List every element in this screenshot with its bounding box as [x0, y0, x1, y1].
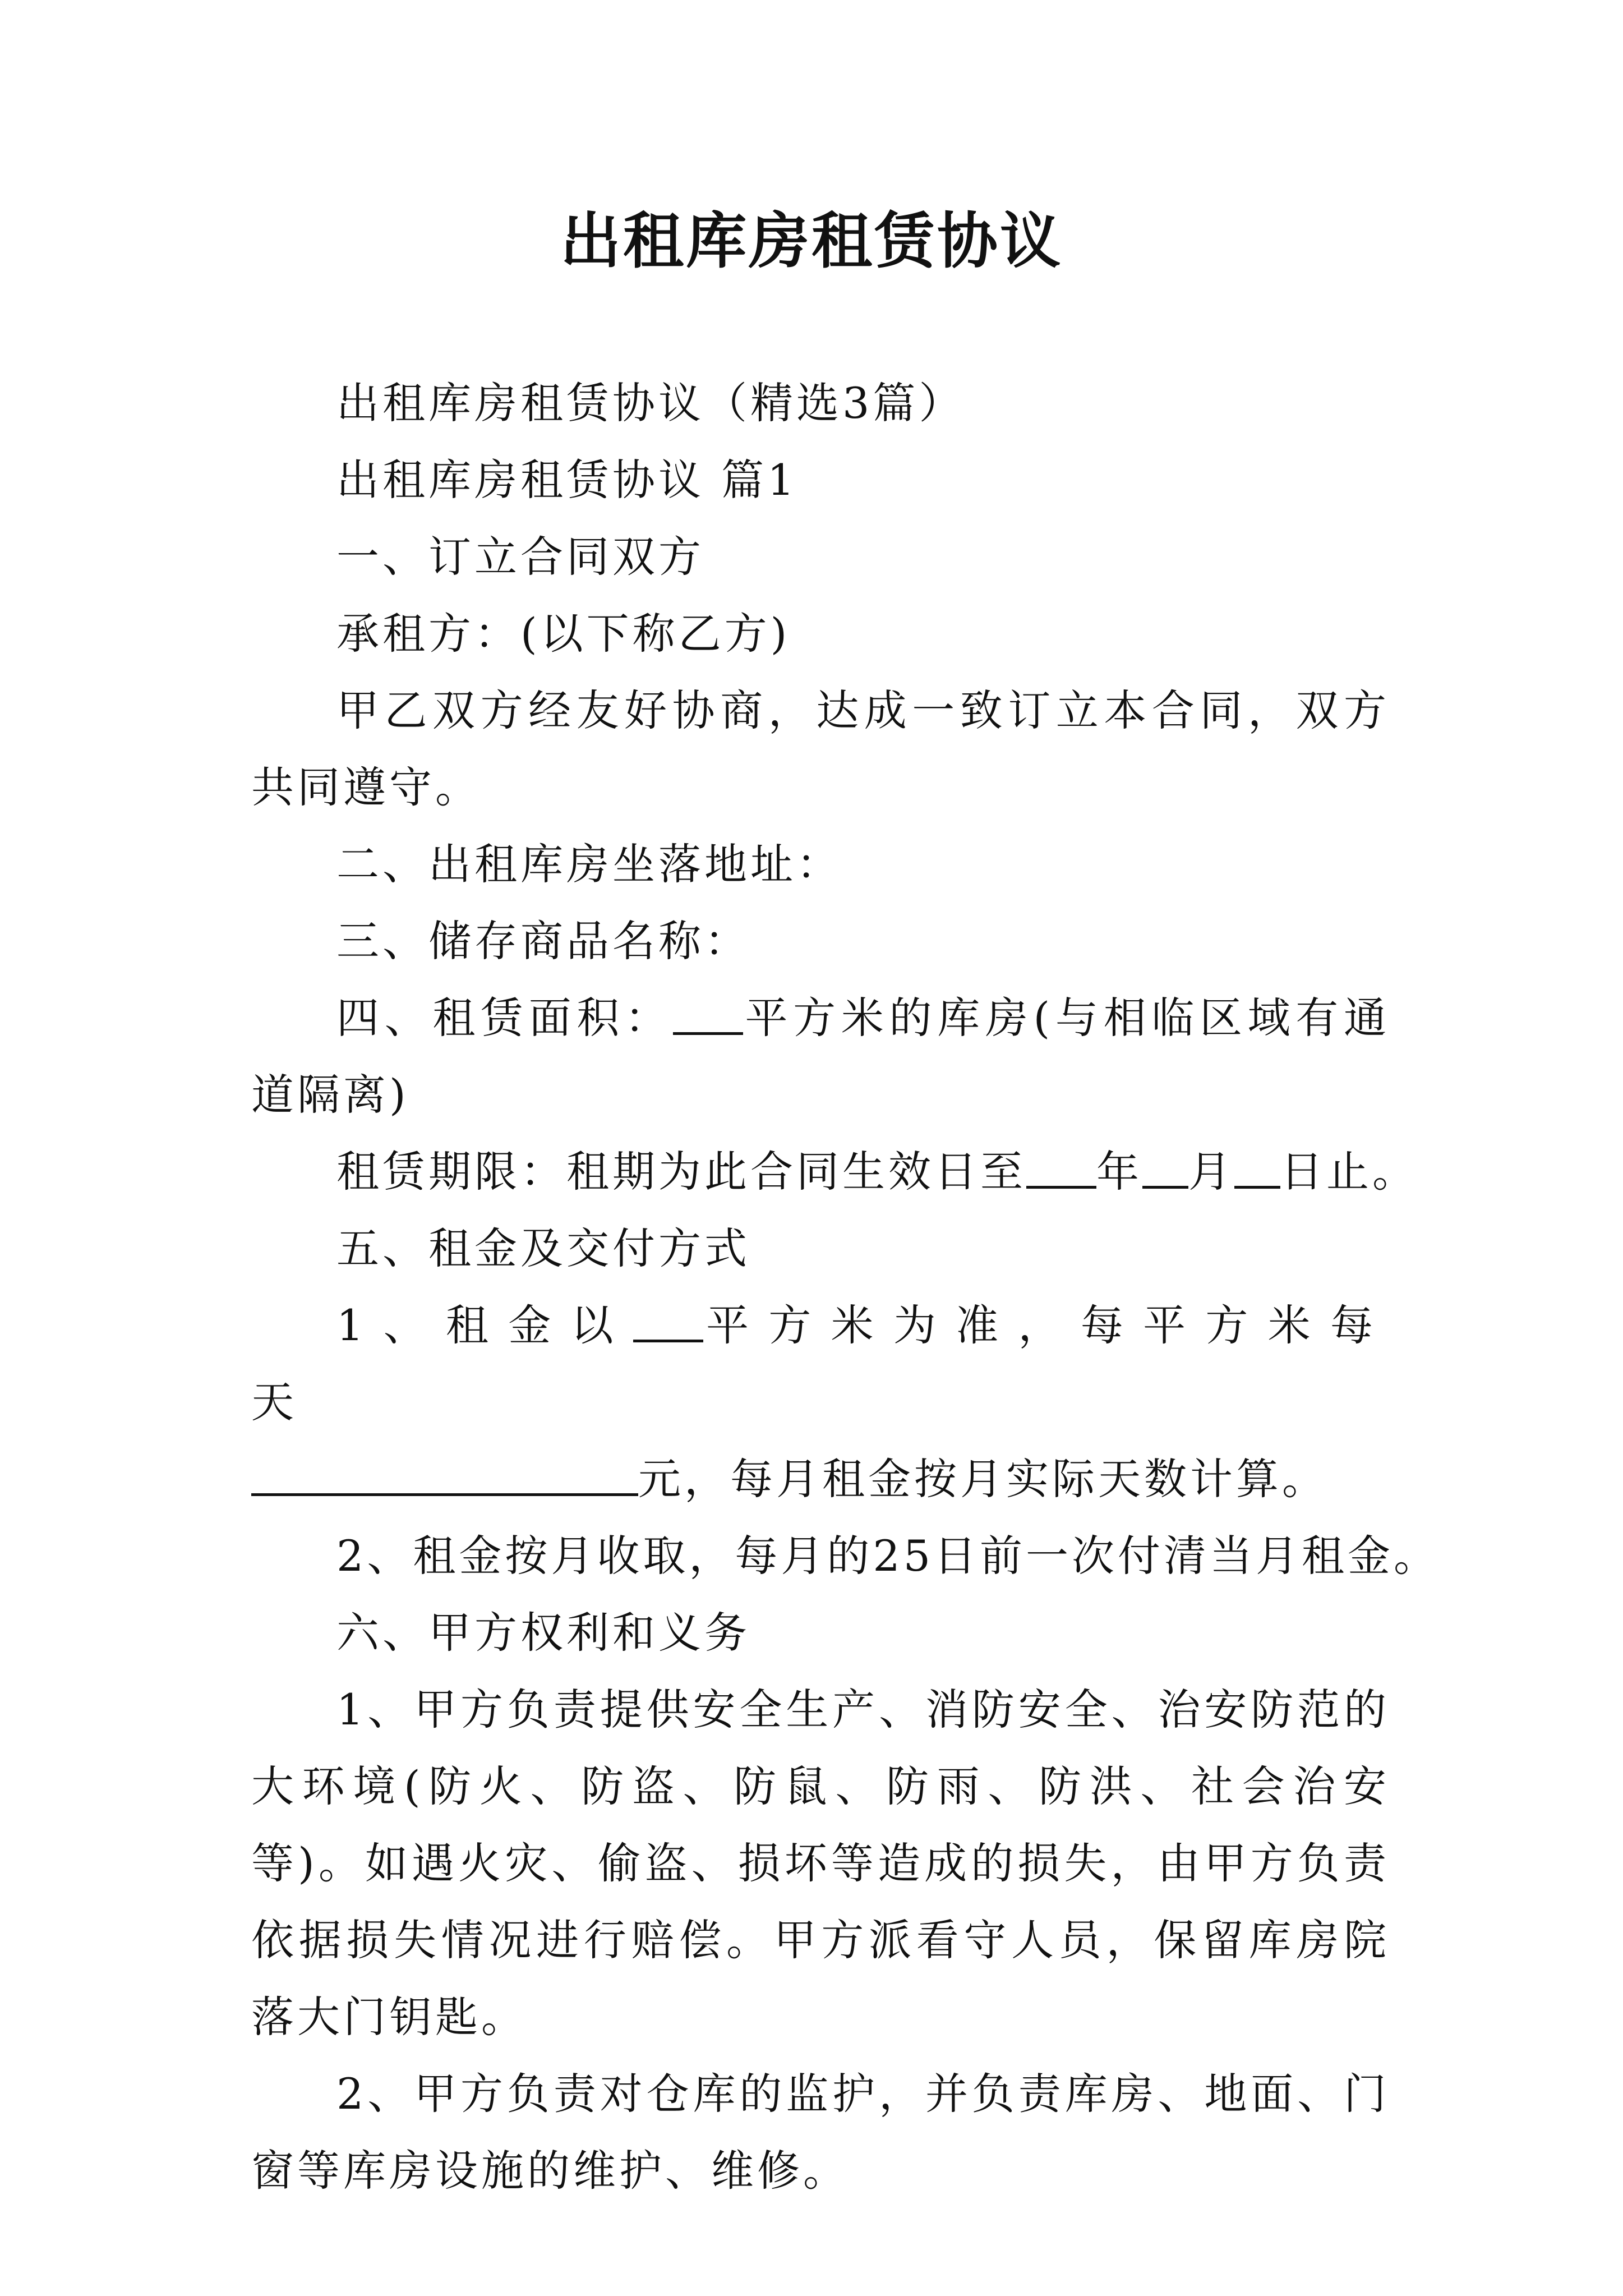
text-span: 日止。	[1280, 1147, 1418, 1197]
paragraph: 甲乙双方经友好协商，达成一致订立本合同，双方共同遵守。	[251, 685, 1390, 812]
paragraph: 承租方：(以下称乙方)	[336, 609, 791, 659]
text-span: 1、租金以	[336, 1300, 633, 1350]
clause-heading: 六、甲方权利和义务	[336, 1608, 750, 1658]
fill-in-blank	[1026, 1147, 1096, 1189]
paragraph	[251, 1287, 1390, 1441]
fill-in-blank	[251, 1454, 638, 1496]
text-span: 四、租赁面积：	[336, 993, 673, 1043]
text-span: 租赁期限：租期为此合同生效日至	[336, 1147, 1026, 1197]
text-span: 月	[1188, 1147, 1234, 1197]
paragraph: 2、甲方负责对仓库的监护，并负责库房、地面、门窗等库房设施的维护、维修。	[251, 2069, 1390, 2196]
text-span: 元，每月租金按月实际天数计算。	[638, 1454, 1328, 1504]
paragraph: 1、甲方负责提供安全生产、消防安全、治安防范的大环境(防火、防盗、防鼠、防雨、防洪、社会治安等)。如遇火灾、偷盗、损坏等造成的损失，由甲方负责依据损失情况进行赔偿。甲方派看守人员，保留库房院落大门钥匙。	[251, 1685, 1390, 2042]
fill-in-blank	[673, 993, 743, 1035]
paragraph: 2、租金按月收取，每月的25日前一次付清当月租金。	[336, 1531, 1440, 1581]
subtitle-paragraph: 出租库房租赁协议（精选3篇）	[336, 378, 965, 428]
document-body	[251, 365, 1440, 2209]
clause-heading: 二、出租库房坐落地址：	[336, 839, 842, 889]
text-span: 平方米的库房(与相临区域有通道隔离)	[251, 993, 1390, 1120]
paragraph	[251, 1133, 1418, 1210]
clause-heading: 一、订立合同双方	[336, 532, 704, 582]
clause-heading: 五、租金及交付方式	[336, 1223, 750, 1273]
paragraph	[251, 1441, 1390, 1517]
text-span: 平方米为准，每平方米每天	[251, 1300, 1390, 1427]
document-title: 出租库房租赁协议	[560, 206, 1063, 277]
fill-in-blank	[1142, 1147, 1188, 1189]
fill-in-blank	[633, 1300, 703, 1342]
paragraph	[251, 979, 1390, 1133]
text-span: 年	[1096, 1147, 1142, 1197]
section-heading: 出租库房租赁协议 篇1	[336, 455, 798, 505]
clause-heading: 三、储存商品名称：	[336, 916, 750, 966]
fill-in-blank	[1234, 1147, 1280, 1189]
